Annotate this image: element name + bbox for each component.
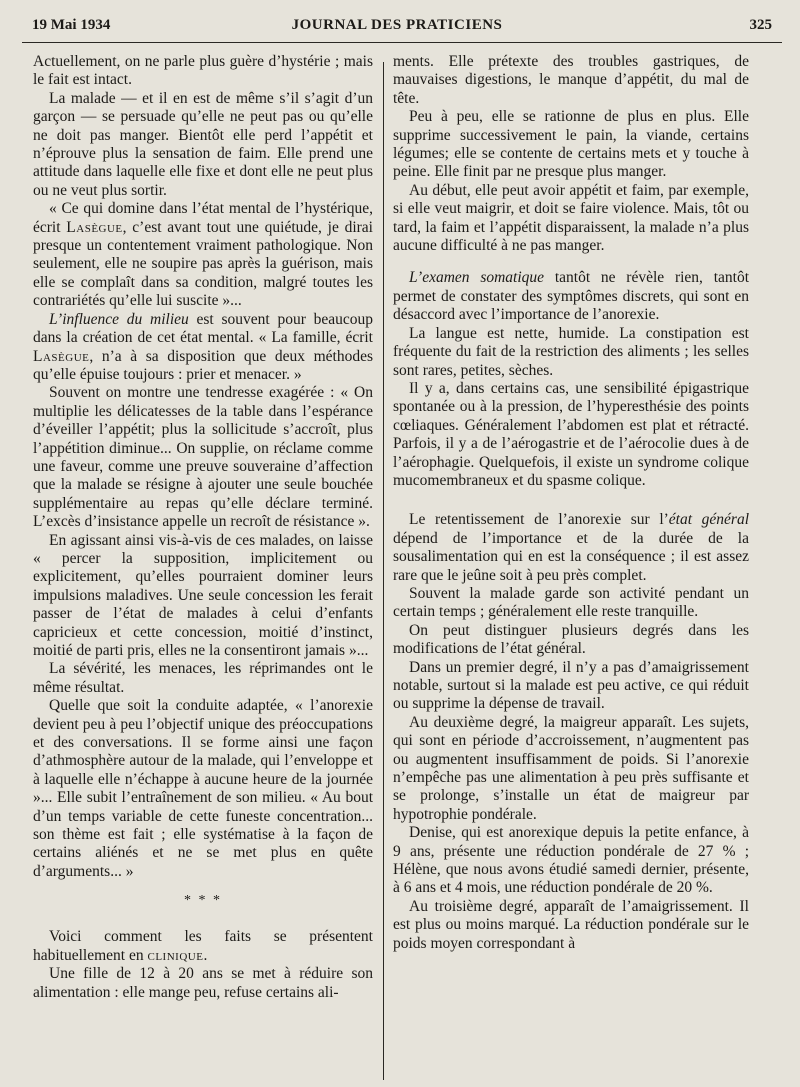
text-run: , c’est avant tout une quiétude, je dirai presque un contentement vraiment pathologique. Non seulement, elle ne soupire pas après la guérison, mais elle se complaît dans sa condition, malgré toutes les contrariétés qu’elle lui suscite »... [33,218,373,310]
paragraph [33,928,373,965]
italic-term: L’influence du milieu [49,310,189,328]
text-run: Voici comment les faits se présentent habituellement en [33,928,373,964]
paragraph: La langue est nette, humide. La constipation est fréquente du fait de la restriction des aliments ; les selles sont rares, petites, sèches. [393,324,749,379]
paragraph [33,200,373,310]
text-run: , n’a à sa disposition que deux méthodes qu’elle épuise toujours : prier et menacer. » [33,347,373,383]
paragraph: La sévérité, les menaces, les réprimandes ont le même résultat. [33,660,373,696]
paragraph [393,269,749,324]
asterism-glyphs: * * * [184,893,222,909]
section-term: clinique [147,946,204,964]
page-number: 325 [749,17,772,33]
text-run: « Ce qui domine dans l’état mental de l’hystérique, écrit [33,200,373,236]
paragraph: Une fille de 12 à 20 ans se met à réduire son alimentation : elle mange peu, refuse certains ali- [33,965,373,1001]
paragraph: ments. Elle prétexte des troubles gastriques, de mauvaises digestions, le manque d’appétit, du mal de tête. [393,53,749,107]
paragraph: Souvent la malade garde son activité pendant un certain temps ; généralement elle reste tranquille. [393,584,749,621]
paragraph: Il y a, dans certains cas, une sensibilité épigastrique spontanée ou à la pression, de l’hyperesthésie des points cœliaques. Généralement l’abdomen est plat et rétracté. Parfois, il y a de l’aérogastrie et de l’aérocolie dues à de l’aérophagie. Quelquefois, il existe un syndrome colique mucomembraneux et du spasme colique. [393,379,749,489]
author-name: Lasègue [66,218,123,236]
paragraph: Au troisième degré, apparaît de l’amaigrissement. Il est plus ou moins marqué. La réduction pondérale sur le poids moyen correspondant à [393,897,749,952]
paragraph: Au début, elle peut avoir appétit et faim, par exemple, si elle veut maigrir, et doit se faire violence. Mais, tôt ou tard, la faim et l’appétit disparaissent, la malade n’a plus aucune difficulté à ne pas manger. [393,181,749,255]
asterism [33,890,373,920]
paragraph: Au deuxième degré, la maigreur apparaît. Les sujets, qui sont en période d’accroissement, n’augmentent pas ou augmentent insuffisamment de poids. Si l’anorexie n’empêche pas une alimentation à peu près suffisante et se prolonge, s’installe un état de maigreur par hypotrophie pondérale. [393,713,749,823]
paragraph: Souvent on montre une tendresse exagérée : « On multiplie les délicatesses de la table dans l’espérance d’éveiller l’appétit; plus la sollicitude s’accroît, plus l’appétition diminue... On supplie, on réclame comme une faveur, comme une preuve souveraine d’affection que la malade se résigne à ajouter une seule bouchée supplémentaire au repas qu’elle déclare terminé. L’excès d’insistance appelle un recroît de résistance ». [33,384,373,531]
left-column [33,53,373,1002]
italic-term: L’examen somatique [409,269,545,287]
journal-title: JOURNAL DES PRATICIENS [291,17,503,33]
paragraph: Peu à peu, elle se rationne de plus en plus. Elle supprime successivement le pain, la viande, certains légumes; elle se contente de certains mets et y touche à peine. Elle finit par ne presque plus manger. [393,108,749,181]
paragraph: En agissant ainsi vis-à-vis de ces malades, on laisse « percer la supposition, implicitement ou explicitement, qu’elles pourraient dominer leurs impulsions maladives. Une seule concession les ferait passer de l’état de malades à celui d’enfants capricieux et cette concession, moitié d’instinct, moitié de parti pris, elles ne la consentiront jamais »... [33,531,373,659]
text-run: est souvent pour beaucoup dans la création de cet état mental. « La famille, écrit [33,310,373,347]
text-run: . [203,946,208,964]
paragraph: Dans un premier degré, il n’y a pas d’amaigrissement notable, surtout si la malade est peu active, ce qui réduit ou supprime la dépense de travail. [393,658,749,713]
header-rule [22,42,782,43]
text-run: Le retentissement de l’anorexie sur l’ [409,511,669,529]
paragraph [393,511,749,585]
text-run: dépend de l’importance et de la durée de la sousalimentation qui en est la conséquence ; il est assez rare que le jeûne soit à peu près complet. [393,529,749,584]
author-name: Lasègue [33,347,90,365]
paragraph: La malade — et il en est de même s’il s’agit d’un garçon — se persuade qu’elle ne peut pas ou qu’elle ne doit pas manger. Bientôt elle perd l’appétit et n’éprouve plus la sensation de faim. Elle prend une attitude dans laquelle elle fixe et dont elle ne peut plus ou ne veut plus sortir. [33,89,373,199]
paragraph: Actuellement, on ne parle plus guère d’hystérie ; mais le fait est intact. [33,53,373,89]
paragraph: Quelle que soit la conduite adaptée, « l’anorexie devient peu à peu l’objectif unique des préoccupations et des conversations. Il se forme ainsi une façon d’athmosphère autour de la malade, qui l’enveloppe et à laquelle elle n’échappe à aucune heure de la journée »... Elle subit l’entraînement de son milieu. « Au bout d’un temps variable de cette funeste concentration... son thème est fait ; elle systématise à la façon de certains aliénés et ne se met plus en quête d’arguments... » [33,697,373,880]
paragraph: On peut distinguer plusieurs degrés dans les modifications de l’état général. [393,621,749,658]
issue-date: 19 Mai 1934 [32,17,111,33]
right-column [393,53,749,953]
column-divider [383,62,384,1080]
paragraph: Denise, qui est anorexique depuis la petite enfance, à 9 ans, présente une réduction pondérale de 27 % ; Hélène, que nous avons étudié samedi dernier, présente, à 6 ans et 4 mois, une réduction pondérale de 20 %. [393,824,749,897]
text-run: tantôt ne révèle rien, tantôt permet de constater des symptômes discrets, qui sont en désaccord avec l’importance de l’anorexie. [393,269,749,324]
paragraph [33,311,373,385]
italic-term: état général [668,511,749,529]
page-header [22,17,772,43]
